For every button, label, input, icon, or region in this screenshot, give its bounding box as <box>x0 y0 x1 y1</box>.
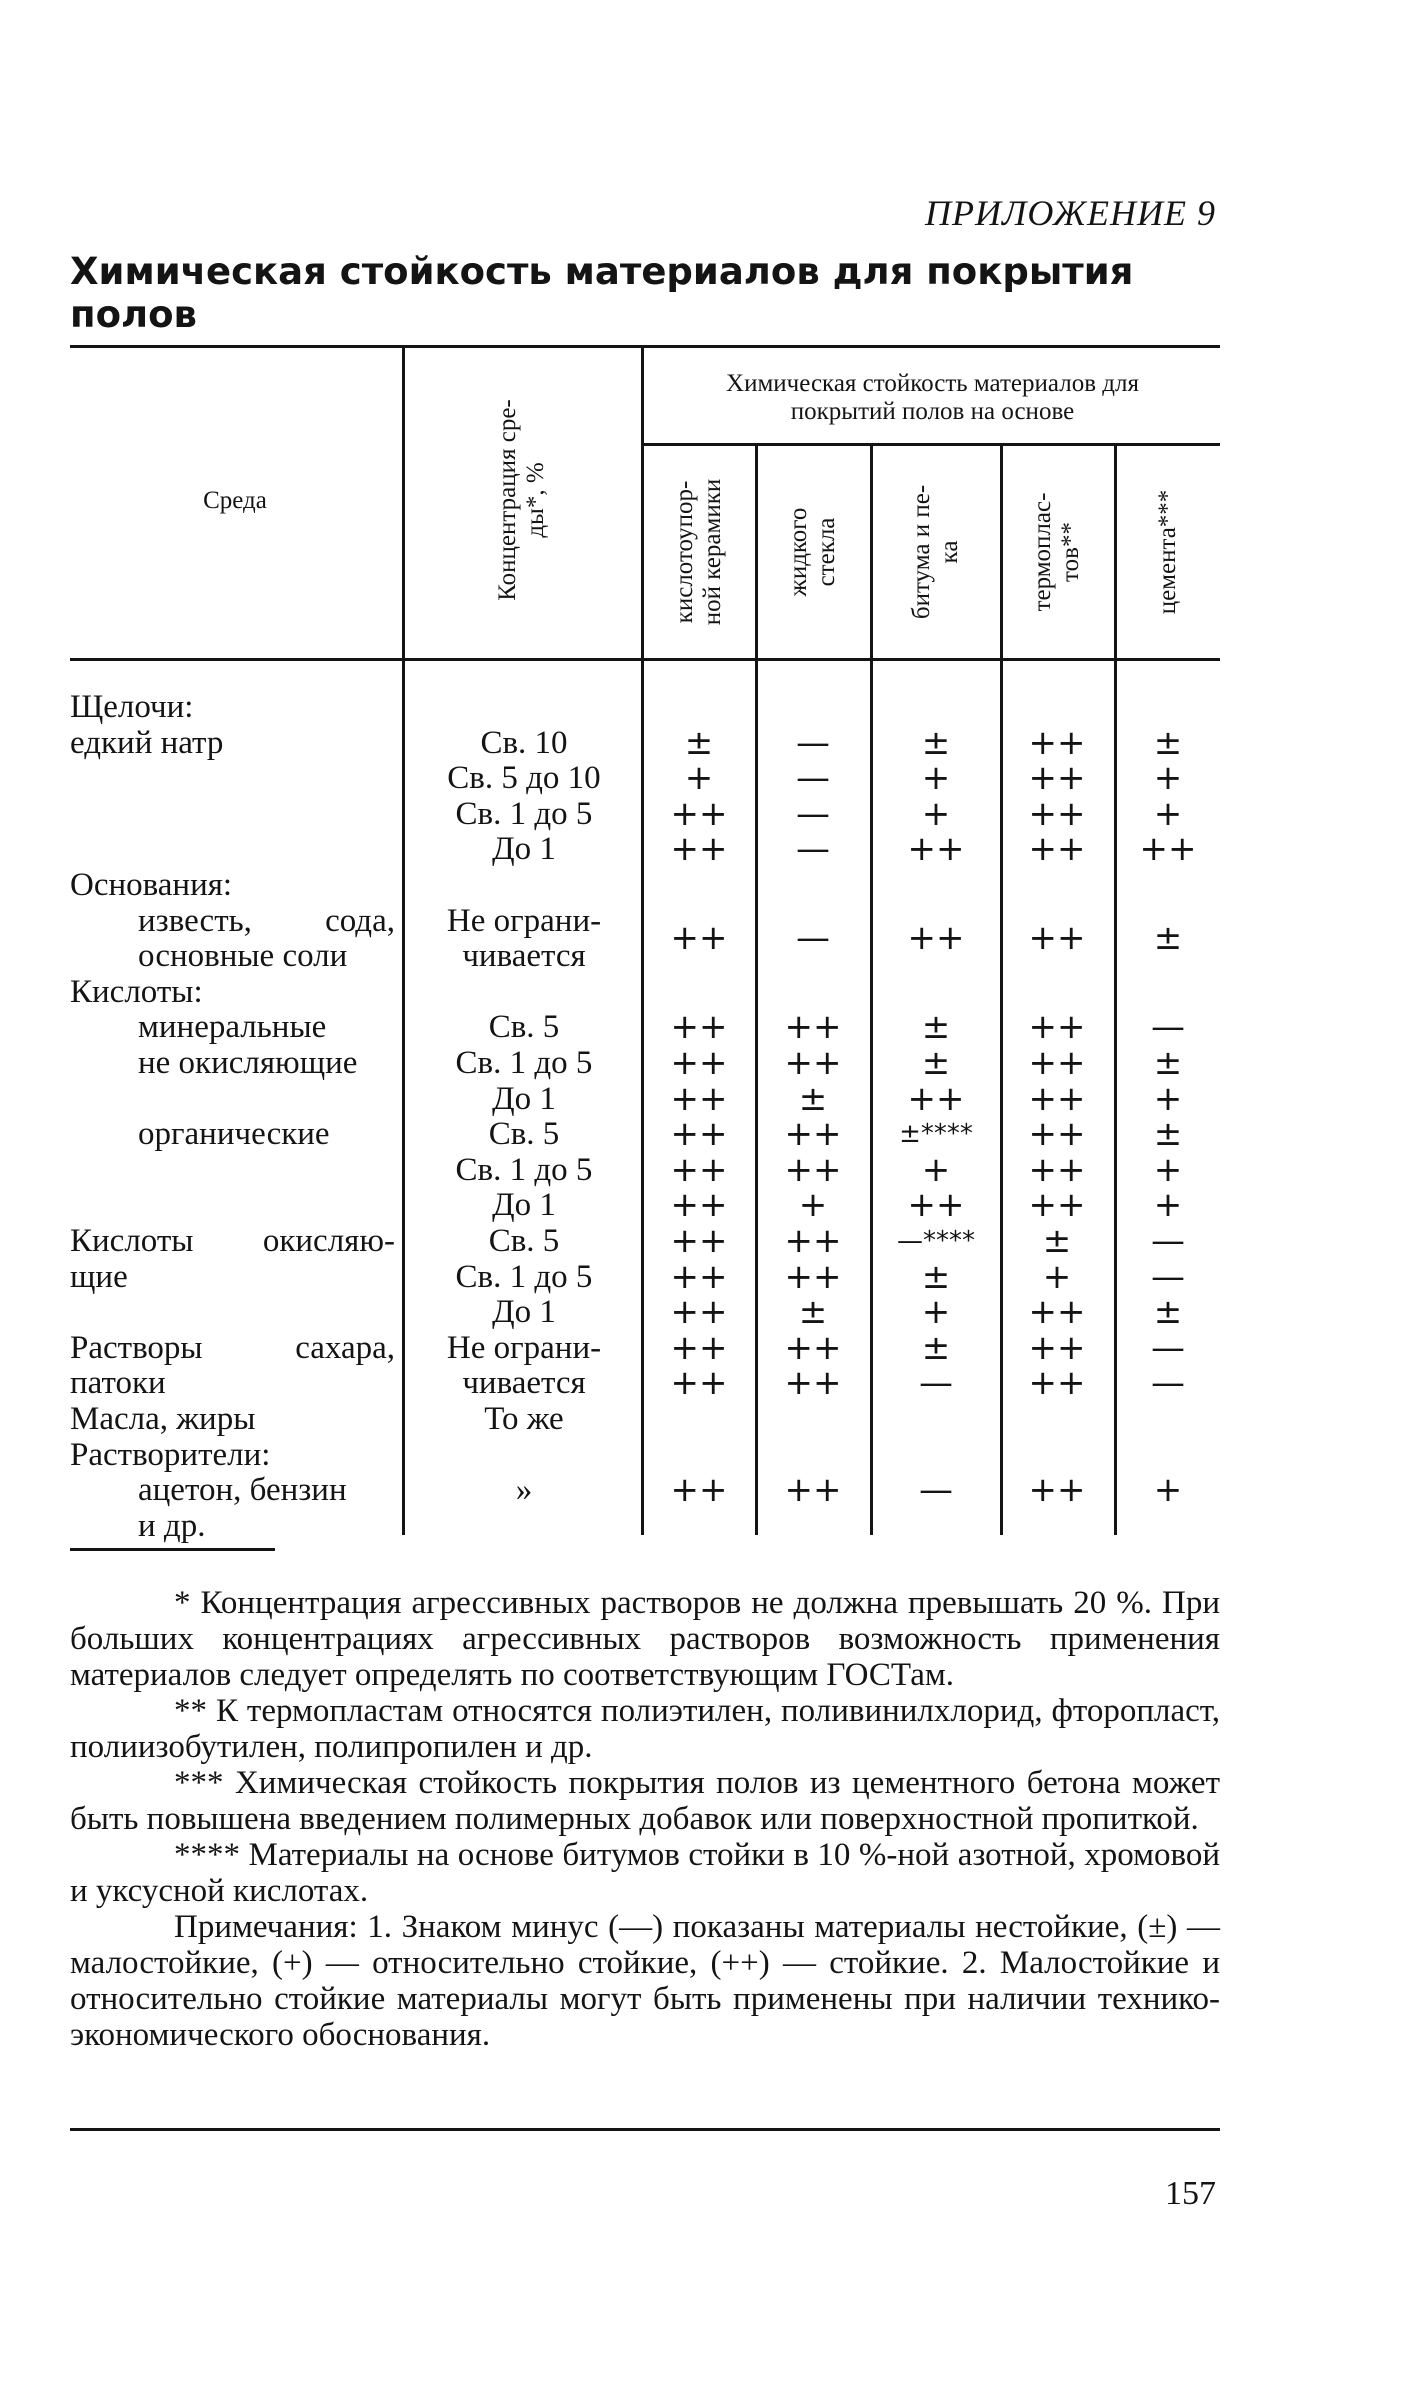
resistance-value: ± <box>1042 1221 1072 1261</box>
header-group-text: Химическая стойкость материалов для покрытий полов на основе <box>726 370 1139 425</box>
footnote: *** Химическая стойкость покрытия полов из цементного бетона может быть повышена введением полимерных добавок или поверхностной пропиткой. <box>70 1765 1220 1837</box>
medium-line: патоки <box>70 1365 166 1402</box>
header-bottom-rule <box>70 658 1220 661</box>
resistance-value: + <box>1153 793 1183 834</box>
header-material-text: жидкого стекла <box>785 507 840 597</box>
medium-line: не окисляющие <box>138 1045 358 1081</box>
resistance-value: ++ <box>1028 1149 1086 1190</box>
resistance-value: ++ <box>670 1292 728 1333</box>
footnotes <box>70 1585 1220 2053</box>
resistance-value: ± <box>1153 918 1183 959</box>
medium-line: Основания: <box>70 867 233 903</box>
concentration-line: Св. 5 <box>488 1116 560 1153</box>
header-material-text: битума и пе- ка <box>908 484 963 620</box>
resistance-value: + <box>1153 758 1183 799</box>
concentration-line: До 1 <box>492 1187 556 1224</box>
medium-line: известь, сода, <box>138 902 395 939</box>
resistance-value: ± <box>1153 1043 1183 1083</box>
resistance-value: ++ <box>670 1114 728 1155</box>
concentration-line: Не ограни- <box>446 1329 602 1366</box>
header-material <box>1154 490 1182 615</box>
footnote: **** Материалы на основе битумов стойки в 10 %-ной азотной, хромовой и уксусной кислотах. <box>70 1837 1220 1909</box>
resistance-value: + <box>798 1185 828 1226</box>
medium-line: щие <box>70 1258 128 1295</box>
medium-line: Масла, жиры <box>70 1401 256 1437</box>
resistance-value: ++ <box>1028 1363 1086 1404</box>
resistance-value: ±**** <box>899 1119 973 1150</box>
resistance-value: ++ <box>1028 758 1086 799</box>
resistance-value: ++ <box>670 1327 728 1368</box>
header-material-text: термоплас- тов** <box>1029 492 1084 612</box>
resistance-value: ++ <box>907 1185 965 1226</box>
header-material-text: цемента*** <box>1154 489 1181 615</box>
resistance-value: ++ <box>670 1185 728 1226</box>
resistance-value: ++ <box>670 1470 728 1511</box>
resistance-value: ++ <box>1028 1292 1086 1333</box>
concentration-line: Не ограни- <box>446 902 602 939</box>
concentration-line: Св. 1 до 5 <box>455 1151 593 1188</box>
resistance-value: + <box>684 758 714 799</box>
resistance-value: ++ <box>1028 1043 1086 1083</box>
resistance-value: — <box>796 722 830 763</box>
resistance-value: ++ <box>907 918 965 959</box>
concentration-line: До 1 <box>492 1294 556 1331</box>
resistance-value: ++ <box>1139 829 1197 870</box>
concentration-line: До 1 <box>492 1080 556 1117</box>
concentration-line: То же <box>484 1401 564 1437</box>
footnote: * Концентрация агрессивных растворов не должна превышать 20 %. При больших концентрациях агрессивных растворов возможность применения материалов следует определять по соответствующим ГОСТам. <box>70 1585 1220 1693</box>
concentration-line: Св. 5 до 10 <box>447 760 601 797</box>
medium-line: Растворы сахара, <box>70 1329 395 1366</box>
resistance-value: ++ <box>670 1149 728 1190</box>
resistance-value: + <box>921 1292 951 1333</box>
resistance-value: ± <box>1153 1114 1183 1155</box>
medium-line: Кислоты окисляю- <box>70 1223 395 1259</box>
resistance-value: — <box>919 1363 953 1404</box>
resistance-value: ++ <box>670 1256 728 1297</box>
header-material <box>908 485 964 619</box>
resistance-value: + <box>1153 1470 1183 1511</box>
resistance-value: ++ <box>1028 1470 1086 1511</box>
medium-line: и др. <box>138 1507 206 1544</box>
resistance-value: ++ <box>1028 829 1086 870</box>
resistance-value: ++ <box>670 918 728 959</box>
resistance-value: ++ <box>784 1221 842 1261</box>
medium-line: Кислоты: <box>70 973 203 1010</box>
resistance-value: ++ <box>907 829 965 870</box>
resistance-value: — <box>1151 1363 1185 1404</box>
resistance-value: ++ <box>784 1327 842 1368</box>
column-divider <box>402 345 405 1535</box>
medium-line: основные соли <box>138 938 348 975</box>
resistance-value: + <box>921 793 951 834</box>
resistance-value: ++ <box>1028 1114 1086 1155</box>
resistance-value: ++ <box>670 1221 728 1261</box>
medium-line: едкий натр <box>70 724 224 761</box>
resistance-value: ++ <box>670 1043 728 1083</box>
header-concentration <box>494 399 550 601</box>
resistance-value: ++ <box>784 1043 842 1083</box>
page-title: Химическая стойкость материалов для покрытия полов <box>70 250 1134 336</box>
resistance-value: ++ <box>784 1256 842 1297</box>
column-divider <box>870 445 873 1535</box>
resistance-value: + <box>1042 1256 1072 1297</box>
resistance-value: + <box>1153 1078 1183 1119</box>
resistance-value: — <box>796 918 830 959</box>
resistance-value: — <box>796 829 830 870</box>
resistance-value: ++ <box>1028 722 1086 763</box>
resistance-value: ++ <box>670 829 728 870</box>
footnote-remarks: Примечания: 1. Знаком минус (—) показаны материалы нестойкие, (±) — малостойкие, (+) — относительно стойкие, (++) — стойкие. 2. Малостойкие и относительно стойкие материалы могут быть применены при наличии технико-экономического обоснования. <box>70 1909 1220 2053</box>
resistance-value: — <box>1151 1007 1185 1048</box>
resistance-value: ++ <box>784 1363 842 1404</box>
resistance-value: ± <box>921 1256 951 1297</box>
resistance-value: ++ <box>1028 1007 1086 1048</box>
resistance-value: ± <box>798 1292 828 1333</box>
footnote: ** К термопластам относятся полиэтилен, поливинилхлорид, фторопласт, полиизобутилен, полипропилен и др. <box>70 1693 1220 1765</box>
resistance-value: ++ <box>907 1078 965 1119</box>
appendix-label: ПРИЛОЖЕНИЕ 9 <box>925 193 1216 233</box>
concentration-line: Св. 1 до 5 <box>455 795 593 832</box>
resistance-value: — <box>919 1470 953 1511</box>
concentration-line: Св. 10 <box>480 724 568 761</box>
resistance-value: ++ <box>670 1007 728 1048</box>
resistance-value: ± <box>921 722 951 763</box>
medium-line: Щелочи: <box>70 689 194 725</box>
header-material <box>1029 493 1085 612</box>
resistance-value: ++ <box>784 1114 842 1155</box>
header-material-text: кислотоупор- ной керамики <box>671 478 726 626</box>
header-group <box>645 370 1220 426</box>
concentration-line: До 1 <box>492 831 556 868</box>
resistance-value: ± <box>921 1327 951 1368</box>
group-header-rule <box>643 443 1220 446</box>
resistance-value: — <box>796 793 830 834</box>
resistance-value: — <box>1151 1327 1185 1368</box>
header-concentration-text: Концентрация сре- ды*, % <box>494 399 549 601</box>
medium-line: ацетон, бензин <box>138 1472 347 1509</box>
table-top-rule <box>70 345 1220 348</box>
resistance-value: ++ <box>670 1078 728 1119</box>
concentration-line: » <box>515 1472 533 1509</box>
resistance-value: ± <box>1153 1292 1183 1333</box>
header-material <box>671 479 727 625</box>
resistance-value: —**** <box>897 1226 975 1256</box>
header-material <box>785 508 841 597</box>
resistance-value: ± <box>921 1043 951 1083</box>
medium-line: минеральные <box>138 1009 327 1046</box>
resistance-value: ± <box>684 722 714 763</box>
page-number: 157 <box>1165 2175 1216 2212</box>
resistance-value: ++ <box>1028 1078 1086 1119</box>
resistance-value: — <box>1151 1221 1185 1261</box>
resistance-value: ++ <box>1028 1185 1086 1226</box>
resistance-value: ++ <box>1028 793 1086 834</box>
resistance-value: ++ <box>1028 918 1086 959</box>
concentration-line: Св. 5 <box>488 1009 560 1046</box>
notes-bottom-rule <box>70 2128 1220 2131</box>
resistance-value: ++ <box>784 1149 842 1190</box>
concentration-line: Св. 5 <box>488 1223 560 1259</box>
resistance-value: ++ <box>670 1363 728 1404</box>
resistance-value: — <box>1151 1256 1185 1297</box>
concentration-line: чивается <box>462 1365 586 1402</box>
header-medium: Среда <box>203 487 267 514</box>
table-bottom-rule <box>70 1548 275 1551</box>
resistance-value: — <box>796 758 830 799</box>
resistance-value: + <box>921 1149 951 1190</box>
resistance-value: ± <box>1153 722 1183 763</box>
resistance-value: + <box>1153 1185 1183 1226</box>
resistance-value: ± <box>798 1078 828 1119</box>
resistance-value: ± <box>921 1007 951 1048</box>
resistance-value: + <box>921 758 951 799</box>
resistance-value: ++ <box>1028 1327 1086 1368</box>
concentration-line: Св. 1 до 5 <box>455 1045 593 1081</box>
resistance-value: ++ <box>784 1470 842 1511</box>
resistance-value: + <box>1153 1149 1183 1190</box>
concentration-line: Св. 1 до 5 <box>455 1258 593 1295</box>
resistance-value: ++ <box>670 793 728 834</box>
medium-line: органические <box>138 1116 330 1153</box>
concentration-line: чивается <box>462 938 586 975</box>
medium-line: Растворители: <box>70 1436 271 1473</box>
resistance-value: ++ <box>784 1007 842 1048</box>
